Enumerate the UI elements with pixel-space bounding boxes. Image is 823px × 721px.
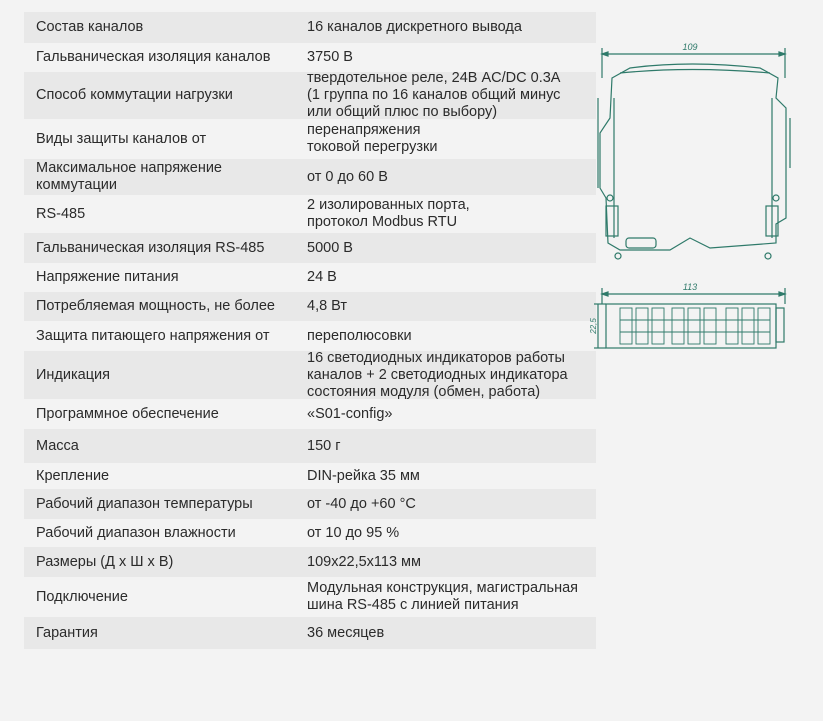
spec-value: 5000 В: [307, 239, 353, 256]
side-dimension-label: 109: [682, 42, 698, 52]
spec-value: переполюсовки: [307, 327, 412, 344]
spec-value: твердотельное реле, 24В AC/DC 0.3А (1 группа по 16 каналов общий минус или общий плюс по выбору): [307, 70, 561, 120]
spec-label: Напряжение питания: [36, 269, 179, 285]
spec-row: [24, 617, 596, 649]
spec-label: Масса: [36, 437, 79, 454]
spec-value: 16 каналов дискретного вывода: [307, 19, 522, 35]
dimension-drawing-icon: [590, 38, 795, 368]
spec-label: Крепление: [36, 467, 110, 484]
spec-value: 4,8 Вт: [307, 298, 348, 314]
spec-value: «S01-config»: [307, 405, 393, 422]
spec-value: 24 В: [307, 269, 337, 285]
spec-value: 16 светодиодных индикаторов работы каналов + 2 светодиодных индикатора состояния модуля (обмен, работа): [307, 349, 568, 400]
spec-row: [24, 233, 596, 263]
spec-value: 3750 В: [307, 49, 353, 65]
spec-row: [24, 119, 596, 159]
spec-label: Гарантия: [36, 624, 98, 641]
module-drawing: [590, 38, 795, 368]
spec-row: [24, 72, 596, 119]
spec-row: [24, 429, 596, 463]
spec-label: Виды защиты каналов от: [36, 130, 207, 147]
spec-label: Рабочий диапазон температуры: [36, 495, 253, 512]
spec-row: [24, 43, 596, 72]
spec-row: [24, 399, 596, 429]
spec-row: [24, 547, 596, 577]
spec-row: [24, 577, 596, 617]
spec-value: от 0 до 60 В: [307, 168, 388, 185]
spec-label: Индикация: [36, 366, 110, 383]
spec-value: 109x22,5x113 мм: [307, 553, 421, 570]
spec-row: [24, 321, 596, 351]
spec-row: [24, 463, 596, 489]
spec-label: Гальваническая изоляция каналов: [36, 49, 271, 65]
spec-label: Потребляемая мощность, не более: [36, 298, 275, 314]
spec-value: Модульная конструкция, магистральная шина RS-485 с линией питания: [307, 580, 579, 613]
spec-label: Рабочий диапазон влажности: [36, 524, 236, 541]
spec-label: Размеры (Д х Ш х В): [36, 553, 174, 570]
spec-row: [24, 159, 596, 195]
spec-value: DIN-рейка 35 мм: [307, 467, 420, 484]
top-height-label: 22,5: [589, 318, 598, 334]
spec-label: Способ коммутации нагрузки: [36, 87, 233, 103]
spec-value: от 10 до 95 %: [307, 524, 400, 541]
spec-value: перенапряжения токовой перегрузки: [307, 122, 438, 155]
top-width-label: 113: [682, 282, 698, 292]
spec-value: 36 месяцев: [307, 624, 385, 641]
spec-row: [24, 292, 596, 321]
spec-label: Состав каналов: [36, 19, 144, 35]
spec-label: Защита питающего напряжения от: [36, 327, 270, 344]
spec-label: Подключение: [36, 588, 128, 605]
spec-label: Программное обеспечение: [36, 405, 219, 422]
spec-label: RS-485: [36, 205, 86, 222]
spec-value: 150 г: [307, 437, 341, 454]
spec-row: [24, 12, 596, 43]
spec-label: Максимальное напряжение коммутации: [36, 160, 222, 193]
spec-value: от -40 до +60 °С: [307, 495, 416, 512]
spec-row: [24, 519, 596, 547]
spec-row: [24, 195, 596, 233]
spec-label: Гальваническая изоляция RS-485: [36, 239, 265, 256]
spec-row: [24, 351, 596, 399]
spec-row: [24, 489, 596, 519]
spec-row: [24, 263, 596, 292]
spec-table: [24, 12, 596, 649]
spec-value: 2 изолированных порта, протокол Modbus RTU: [307, 197, 470, 230]
